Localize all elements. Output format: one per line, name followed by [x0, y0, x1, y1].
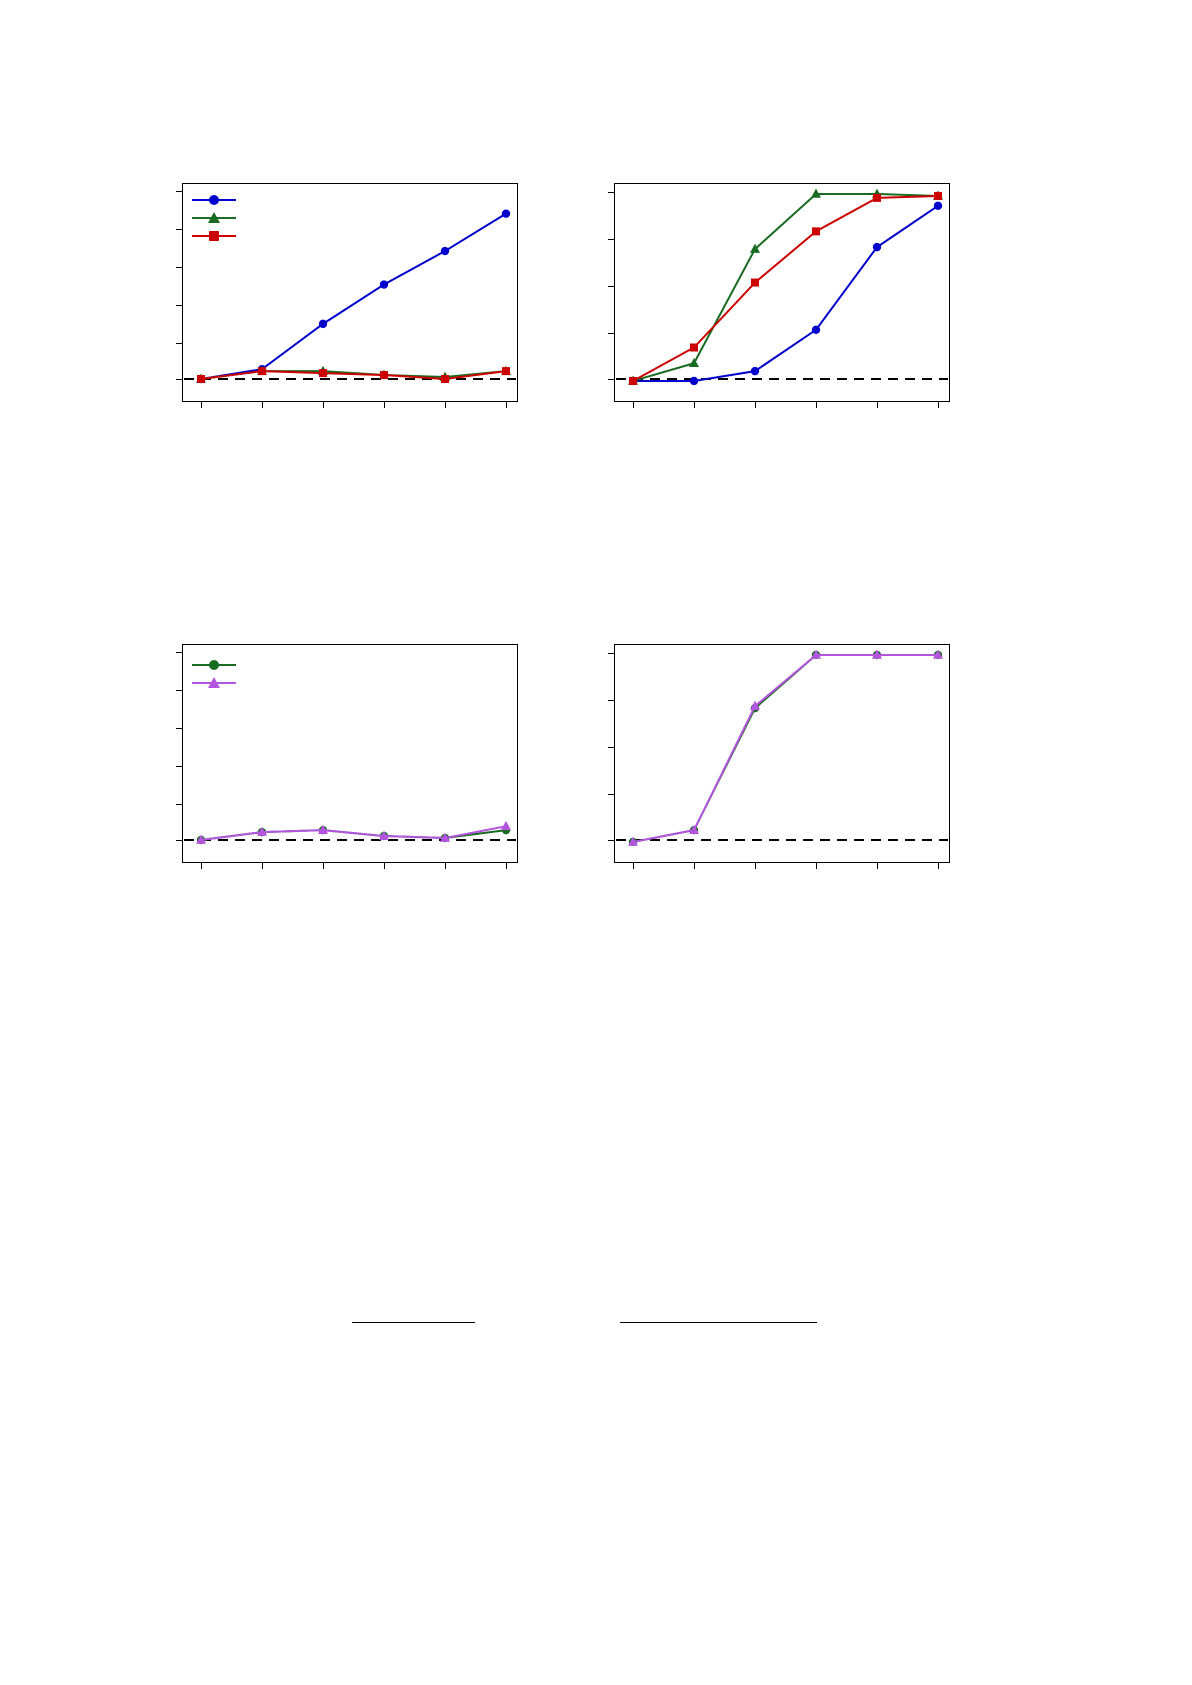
triangle-marker-icon: [208, 677, 220, 688]
series-line-series-violet: [201, 826, 506, 840]
panel-top-right: [614, 183, 950, 403]
data-point-series-blue: [751, 367, 759, 375]
footer-rule-right: [620, 1322, 817, 1323]
legend-item-series-green: [192, 656, 252, 674]
data-point-series-blue: [502, 209, 510, 217]
data-point-series-red: [380, 371, 388, 379]
x-tick: [877, 863, 878, 869]
x-tick: [816, 863, 817, 869]
data-point-series-red: [812, 227, 820, 235]
x-tick: [694, 863, 695, 869]
series-plot-area: [614, 644, 950, 863]
panel-bottom-right: [614, 644, 950, 864]
data-point-series-blue: [441, 247, 449, 255]
x-tick: [384, 402, 385, 408]
x-tick: [506, 863, 507, 869]
data-point-series-red: [197, 375, 205, 383]
data-point-series-red: [934, 192, 942, 200]
panel-top-left: [182, 183, 518, 403]
data-point-series-blue: [812, 326, 820, 334]
circle-marker-icon: [209, 195, 219, 205]
legend: [192, 656, 252, 692]
x-tick: [384, 863, 385, 869]
x-tick: [262, 863, 263, 869]
series-line-series-green: [633, 655, 938, 842]
x-tick: [633, 863, 634, 869]
data-point-series-red: [319, 369, 327, 377]
data-point-series-blue: [319, 320, 327, 328]
data-point-series-red: [502, 367, 510, 375]
x-tick: [506, 402, 507, 408]
triangle-marker-icon: [208, 212, 220, 223]
panel-bottom-left: [182, 644, 518, 864]
legend-item-series-violet: [192, 674, 252, 692]
x-tick: [201, 863, 202, 869]
x-tick: [755, 863, 756, 869]
data-point-series-blue: [690, 377, 698, 385]
legend-item-series-blue: [192, 191, 252, 209]
x-tick: [877, 402, 878, 408]
x-tick: [262, 402, 263, 408]
series-line-series-red: [633, 196, 938, 381]
data-point-series-green: [689, 358, 699, 367]
x-tick: [694, 402, 695, 408]
x-tick: [201, 402, 202, 408]
x-tick: [938, 863, 939, 869]
legend-item-series-green: [192, 209, 252, 227]
x-tick: [633, 402, 634, 408]
series-plot-area: [614, 183, 950, 402]
legend-item-series-red: [192, 227, 252, 245]
data-point-series-red: [441, 375, 449, 383]
x-tick: [323, 402, 324, 408]
data-point-series-red: [751, 279, 759, 287]
data-point-series-red: [873, 194, 881, 202]
footer-rule-left: [352, 1322, 475, 1323]
data-point-series-blue: [873, 243, 881, 251]
x-tick: [445, 863, 446, 869]
circle-marker-icon: [209, 660, 219, 670]
data-point-series-red: [629, 377, 637, 385]
series-line-series-violet: [633, 655, 938, 842]
x-tick: [323, 863, 324, 869]
x-tick: [445, 402, 446, 408]
x-tick: [816, 402, 817, 408]
x-tick: [755, 402, 756, 408]
data-point-series-blue: [934, 202, 942, 210]
legend: [192, 191, 252, 245]
x-tick: [938, 402, 939, 408]
data-point-series-red: [690, 344, 698, 352]
data-point-series-red: [258, 367, 266, 375]
data-point-series-blue: [380, 280, 388, 288]
series-line-series-green: [633, 194, 938, 381]
square-marker-icon: [209, 231, 219, 241]
data-point-series-violet: [501, 821, 511, 830]
series-line-series-blue: [633, 206, 938, 381]
